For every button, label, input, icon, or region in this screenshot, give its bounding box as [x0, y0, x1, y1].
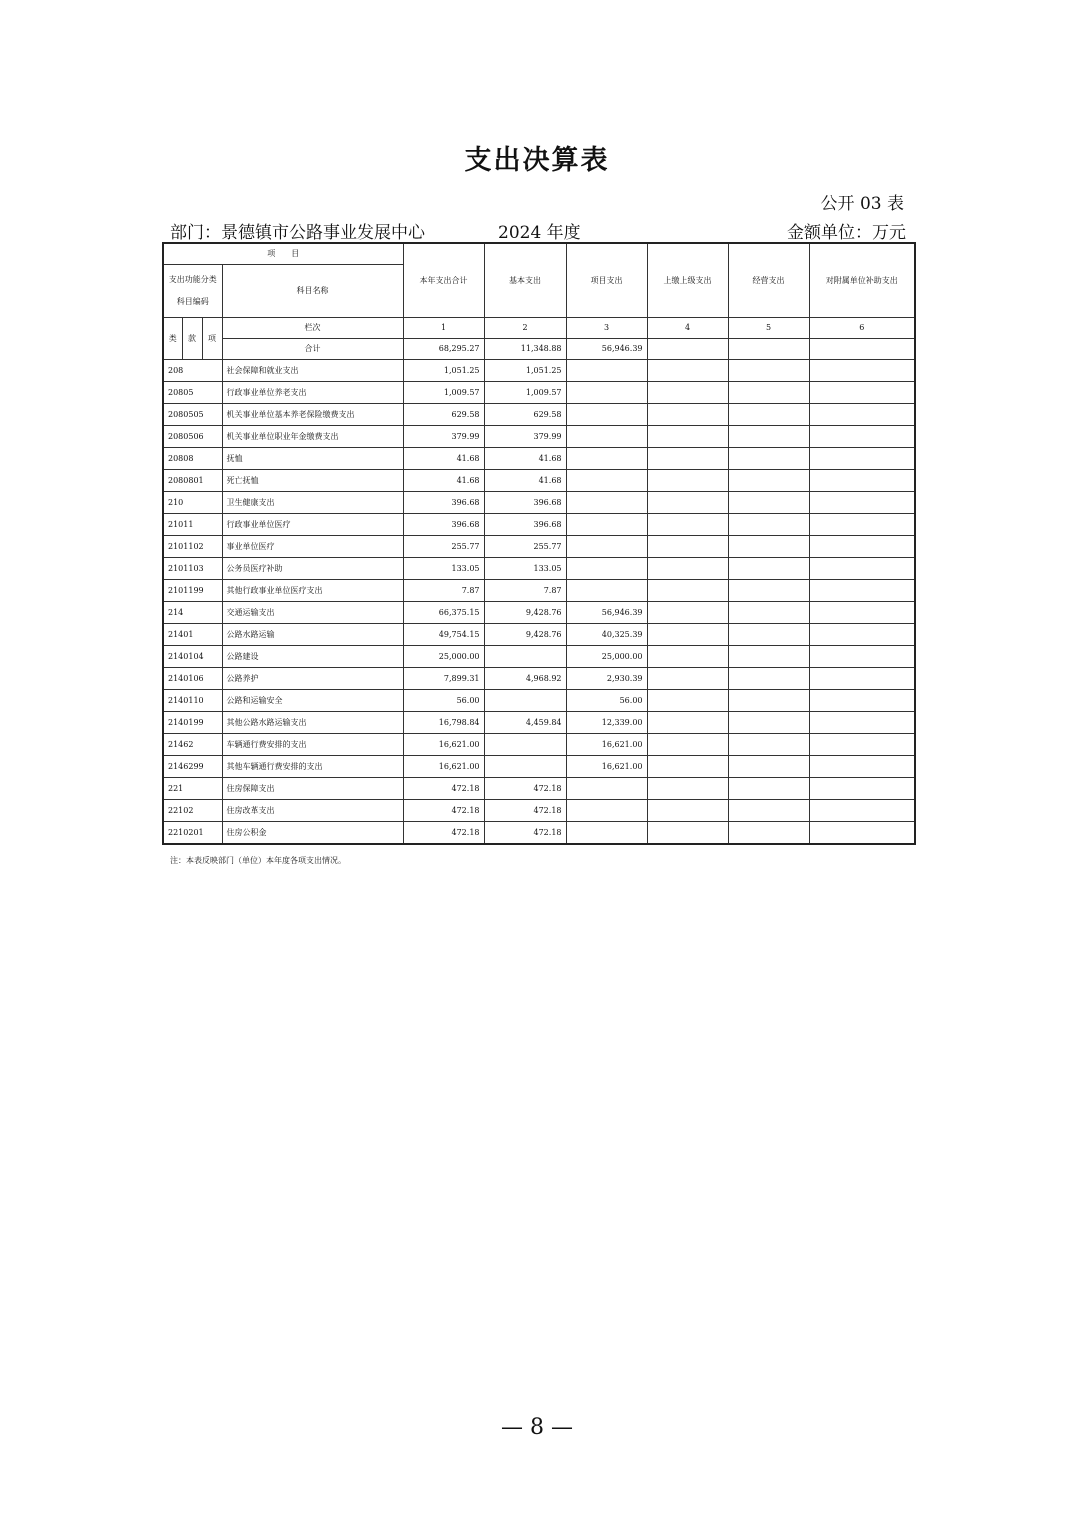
row-subject-name: 其他公路水路运输支出: [222, 712, 403, 734]
row-value: [566, 822, 647, 845]
row-value: 396.68: [484, 514, 566, 536]
row-value: [647, 646, 728, 668]
row-value: 379.99: [484, 426, 566, 448]
row-value: [728, 382, 809, 404]
row-value: 396.68: [403, 492, 484, 514]
row-code: 2140104: [163, 646, 222, 668]
row-value: 629.58: [484, 404, 566, 426]
table-row: [163, 360, 915, 382]
row-value: [566, 558, 647, 580]
header-col-business: 经营支出: [728, 243, 809, 318]
row-value: [647, 778, 728, 800]
header-project: 项 目: [163, 243, 403, 265]
department-label: 部门：景德镇市公路事业发展中心: [170, 223, 425, 243]
table-row: [163, 470, 915, 492]
header-col-basic: 基本支出: [484, 243, 566, 318]
expenditure-table: [162, 242, 916, 845]
total-value: [647, 339, 728, 360]
row-code: 2140110: [163, 690, 222, 712]
row-value: [728, 580, 809, 602]
table-row: [163, 822, 915, 845]
row-code: 2080506: [163, 426, 222, 448]
row-value: 472.18: [403, 822, 484, 845]
row-value: [566, 470, 647, 492]
row-code: 21462: [163, 734, 222, 756]
row-value: [484, 756, 566, 778]
row-value: 1,051.25: [484, 360, 566, 382]
row-code: 2140106: [163, 668, 222, 690]
row-value: 49,754.15: [403, 624, 484, 646]
row-value: [484, 690, 566, 712]
row-value: 66,375.15: [403, 602, 484, 624]
row-value: [647, 536, 728, 558]
table-row: [163, 646, 915, 668]
row-value: 7,899.31: [403, 668, 484, 690]
row-value: [566, 778, 647, 800]
header-row-label: 栏次: [222, 318, 403, 339]
row-value: 133.05: [484, 558, 566, 580]
col-number-3: 3: [566, 318, 647, 339]
row-value: [566, 492, 647, 514]
row-subject-name: 卫生健康支出: [222, 492, 403, 514]
row-value: 12,339.00: [566, 712, 647, 734]
row-value: [728, 492, 809, 514]
table-row: [163, 690, 915, 712]
row-value: [647, 624, 728, 646]
table-row: [163, 448, 915, 470]
row-value: [566, 514, 647, 536]
table-row: [163, 558, 915, 580]
meta-row: [170, 218, 906, 242]
row-value: 1,051.25: [403, 360, 484, 382]
row-code: 20805: [163, 382, 222, 404]
row-value: [809, 800, 915, 822]
row-value: [809, 756, 915, 778]
row-code: 2101103: [163, 558, 222, 580]
row-subject-name: 住房改革支出: [222, 800, 403, 822]
row-value: [647, 360, 728, 382]
table-row: [163, 492, 915, 514]
row-subject-name: 社会保障和就业支出: [222, 360, 403, 382]
row-value: [647, 668, 728, 690]
row-code: 2140199: [163, 712, 222, 734]
row-value: [728, 624, 809, 646]
row-value: [809, 470, 915, 492]
header-col-project: 项目支出: [566, 243, 647, 318]
row-subject-name: 抚恤: [222, 448, 403, 470]
row-value: [647, 822, 728, 845]
row-code: 2210201: [163, 822, 222, 845]
row-value: [647, 756, 728, 778]
header-col-subsidiary: 对附属单位补助支出: [809, 243, 915, 318]
row-value: [647, 492, 728, 514]
row-code: 221: [163, 778, 222, 800]
row-value: [566, 580, 647, 602]
row-value: [647, 800, 728, 822]
row-value: [728, 602, 809, 624]
col-number-6: 6: [809, 318, 915, 339]
row-value: 472.18: [484, 778, 566, 800]
header-sub-item: 款: [182, 318, 202, 360]
row-value: 133.05: [403, 558, 484, 580]
row-value: [809, 558, 915, 580]
row-value: 56.00: [566, 690, 647, 712]
row-value: [566, 404, 647, 426]
row-code: 2080505: [163, 404, 222, 426]
row-value: 396.68: [484, 492, 566, 514]
row-value: 396.68: [403, 514, 484, 536]
row-value: 1,009.57: [484, 382, 566, 404]
row-value: 255.77: [484, 536, 566, 558]
row-subject-name: 公路和运输安全: [222, 690, 403, 712]
header-col-superior: 上缴上级支出: [647, 243, 728, 318]
row-value: 56,946.39: [566, 602, 647, 624]
row-code: 22102: [163, 800, 222, 822]
row-value: [728, 426, 809, 448]
row-subject-name: 其他车辆通行费安排的支出: [222, 756, 403, 778]
row-value: [809, 734, 915, 756]
row-value: [809, 404, 915, 426]
table-row: [163, 602, 915, 624]
table-row: [163, 624, 915, 646]
row-code: 214: [163, 602, 222, 624]
row-value: [809, 492, 915, 514]
table-row: [163, 514, 915, 536]
header-func-code: 支出功能分类科目编码: [163, 265, 222, 318]
row-value: [809, 668, 915, 690]
row-value: [728, 448, 809, 470]
row-value: 16,621.00: [566, 734, 647, 756]
row-value: 472.18: [484, 822, 566, 845]
row-value: [728, 822, 809, 845]
row-value: [566, 448, 647, 470]
row-value: 16,621.00: [403, 756, 484, 778]
row-value: [728, 470, 809, 492]
row-value: 41.68: [403, 470, 484, 492]
row-subject-name: 机关事业单位基本养老保险缴费支出: [222, 404, 403, 426]
row-value: 1,009.57: [403, 382, 484, 404]
table-row: [163, 580, 915, 602]
row-value: [809, 448, 915, 470]
row-value: [484, 646, 566, 668]
row-value: [728, 558, 809, 580]
row-value: [728, 536, 809, 558]
row-value: [809, 602, 915, 624]
row-value: [647, 382, 728, 404]
row-value: [728, 756, 809, 778]
row-value: 2,930.39: [566, 668, 647, 690]
row-value: [809, 580, 915, 602]
row-subject-name: 住房保障支出: [222, 778, 403, 800]
row-value: [809, 822, 915, 845]
row-value: 629.58: [403, 404, 484, 426]
row-value: [566, 426, 647, 448]
total-value: 56,946.39: [566, 339, 647, 360]
row-code: 2101199: [163, 580, 222, 602]
row-subject-name: 公路水路运输: [222, 624, 403, 646]
row-value: 472.18: [484, 800, 566, 822]
row-subject-name: 公路养护: [222, 668, 403, 690]
row-value: [566, 536, 647, 558]
header-sub-term: 项: [202, 318, 222, 360]
row-subject-name: 住房公积金: [222, 822, 403, 845]
row-value: [647, 448, 728, 470]
row-value: 25,000.00: [566, 646, 647, 668]
row-value: [484, 734, 566, 756]
total-value: 11,348.88: [484, 339, 566, 360]
row-value: 4,459.84: [484, 712, 566, 734]
row-value: [647, 470, 728, 492]
row-subject-name: 死亡抚恤: [222, 470, 403, 492]
total-value: [728, 339, 809, 360]
row-value: [647, 426, 728, 448]
row-value: [647, 514, 728, 536]
row-value: 9,428.76: [484, 624, 566, 646]
row-value: 25,000.00: [403, 646, 484, 668]
row-value: [728, 778, 809, 800]
header-sub-kind: 类: [163, 318, 182, 360]
row-value: [809, 426, 915, 448]
row-value: [566, 360, 647, 382]
col-number-4: 4: [647, 318, 728, 339]
row-subject-name: 行政事业单位医疗: [222, 514, 403, 536]
row-value: 16,798.84: [403, 712, 484, 734]
row-code: 21401: [163, 624, 222, 646]
row-code: 208: [163, 360, 222, 382]
header-col-total: 本年支出合计: [403, 243, 484, 318]
row-subject-name: 公路建设: [222, 646, 403, 668]
row-subject-name: 其他行政事业单位医疗支出: [222, 580, 403, 602]
table-row: [163, 800, 915, 822]
row-value: 41.68: [484, 470, 566, 492]
table-row: [163, 756, 915, 778]
col-number-1: 1: [403, 318, 484, 339]
table-row: [163, 426, 915, 448]
row-value: 7.87: [484, 580, 566, 602]
row-value: [647, 404, 728, 426]
row-code: 2101102: [163, 536, 222, 558]
row-value: 41.68: [403, 448, 484, 470]
total-row-label: 合计: [222, 339, 403, 360]
row-value: [647, 734, 728, 756]
total-value: [809, 339, 915, 360]
row-code: 2146299: [163, 756, 222, 778]
row-value: 472.18: [403, 778, 484, 800]
row-value: [647, 558, 728, 580]
row-value: [728, 734, 809, 756]
row-value: [647, 580, 728, 602]
table-row: [163, 382, 915, 404]
row-value: 56.00: [403, 690, 484, 712]
col-number-5: 5: [728, 318, 809, 339]
row-value: [809, 536, 915, 558]
row-value: [647, 712, 728, 734]
row-value: 16,621.00: [566, 756, 647, 778]
table-row: [163, 536, 915, 558]
row-subject-name: 交通运输支出: [222, 602, 403, 624]
row-subject-name: 机关事业单位职业年金缴费支出: [222, 426, 403, 448]
table-row: [163, 778, 915, 800]
form-number: 公开 03 表: [820, 194, 904, 214]
row-value: [809, 624, 915, 646]
row-value: [728, 360, 809, 382]
row-value: [728, 800, 809, 822]
table-row: [163, 734, 915, 756]
row-subject-name: 公务员医疗补助: [222, 558, 403, 580]
row-value: [809, 646, 915, 668]
row-value: [647, 602, 728, 624]
page-title: 支出决算表: [464, 145, 610, 176]
year-label: 2024 年度: [498, 223, 581, 243]
col-number-2: 2: [484, 318, 566, 339]
row-value: [728, 646, 809, 668]
row-subject-name: 行政事业单位养老支出: [222, 382, 403, 404]
row-code: 20808: [163, 448, 222, 470]
row-value: 7.87: [403, 580, 484, 602]
row-value: 16,621.00: [403, 734, 484, 756]
row-value: [809, 360, 915, 382]
row-value: 4,968.92: [484, 668, 566, 690]
table-row: [163, 712, 915, 734]
row-value: [647, 690, 728, 712]
row-value: [809, 514, 915, 536]
page-number: — 8 —: [501, 1415, 573, 1440]
unit-label: 金额单位：万元: [787, 223, 906, 243]
row-value: [809, 382, 915, 404]
row-value: [809, 690, 915, 712]
row-value: 472.18: [403, 800, 484, 822]
row-value: [809, 712, 915, 734]
table-note: 注：本表反映部门（单位）本年度各项支出情况。: [170, 856, 346, 865]
row-subject-name: 车辆通行费安排的支出: [222, 734, 403, 756]
row-value: 255.77: [403, 536, 484, 558]
row-code: 21011: [163, 514, 222, 536]
row-value: [728, 690, 809, 712]
table-row: [163, 404, 915, 426]
row-value: [728, 514, 809, 536]
row-value: 379.99: [403, 426, 484, 448]
row-value: 41.68: [484, 448, 566, 470]
table-row: [163, 668, 915, 690]
row-value: [728, 404, 809, 426]
row-value: [566, 800, 647, 822]
row-code: 210: [163, 492, 222, 514]
row-value: [728, 712, 809, 734]
row-value: [728, 668, 809, 690]
row-value: 40,325.39: [566, 624, 647, 646]
row-code: 2080801: [163, 470, 222, 492]
row-value: [809, 778, 915, 800]
header-subject-name: 科目名称: [222, 265, 403, 318]
row-value: [566, 382, 647, 404]
total-value: 68,295.27: [403, 339, 484, 360]
row-value: 9,428.76: [484, 602, 566, 624]
row-subject-name: 事业单位医疗: [222, 536, 403, 558]
